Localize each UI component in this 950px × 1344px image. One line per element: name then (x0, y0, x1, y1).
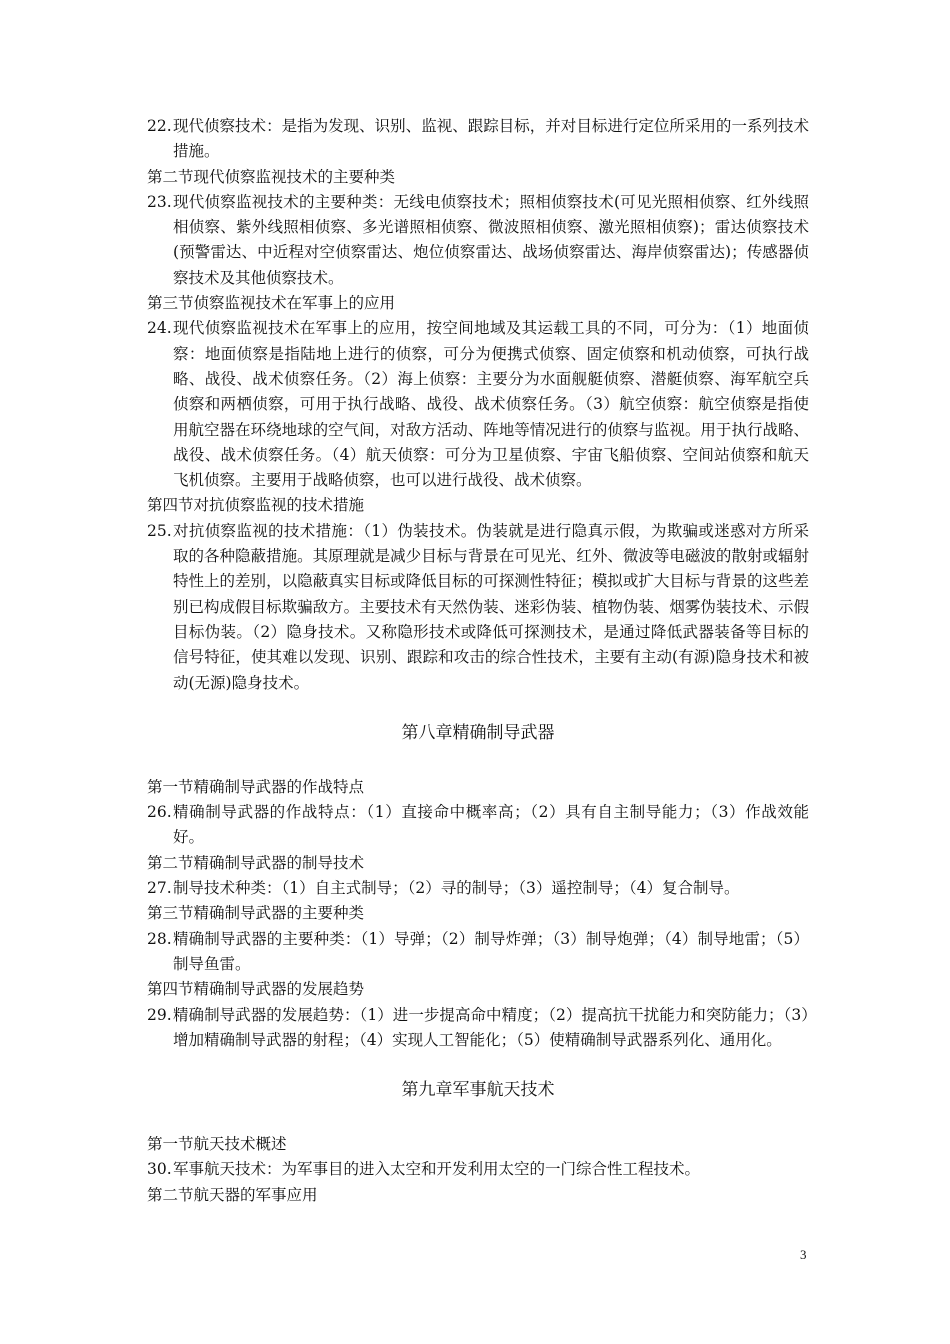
item-text: 精确制导武器的发展趋势：（1）进一步提高命中精度；（2）提高抗干扰能力和突防能力；（3）增加精确制导武器的射程；（4）实现人工智能化；（5）使精确制导武器系列化、通用化。 (173, 1005, 809, 1049)
item-number: 22. (147, 117, 172, 135)
document-content (147, 114, 809, 1208)
chapter-heading: 第八章精确制导武器 (401, 722, 555, 743)
item-text: 对抗侦察监视的技术措施：（1）伪装技术。伪装就是进行隐真示假，为欺骗或迷惑对方所采取的各种隐蔽措施。其原理就是减少目标与背景在可见光、红外、微波等电磁波的散射或辐射特性上的差别，以隐蔽真实目标或降低目标的可探测性特征；模拟或扩大目标与背景的这些差别已构成假目标欺骗敌方。主要技术有天然伪装、迷彩伪装、植物伪装、烟雾伪装技术、示假目标伪装。（2）隐身技术。又称隐形技术或降低可探测技术，是通过降低武器装备等目标的信号特征，使其难以发现、识别、跟踪和攻击的综合性技术，主要有主动(有源)隐身技术和被动(无源)隐身技术。 (173, 521, 809, 692)
numbered-item (147, 190, 809, 291)
numbered-item (147, 1157, 809, 1182)
section-heading: 第二节航天器的军事应用 (147, 1185, 318, 1204)
numbered-item (147, 1003, 809, 1054)
section-heading: 第二节现代侦察监视技术的主要种类 (147, 167, 396, 186)
section-heading: 第一节精确制导武器的作战特点 (147, 777, 365, 796)
item-number: 23. (147, 192, 172, 211)
section-heading: 第三节精确制导武器的主要种类 (147, 904, 365, 923)
numbered-item (147, 114, 809, 165)
item-number: 29. (147, 1005, 172, 1024)
item-text: 现代侦察监视技术在军事上的应用，按空间地域及其运载工具的不同，可分为：（1）地面侦察：地面侦察是指陆地上进行的侦察，可分为便携式侦察、固定侦察和机动侦察，可执行战略、战役、战术侦察任务。（2）海上侦察：主要分为水面舰艇侦察、潜艇侦察、海军航空兵侦察和两栖侦察，可用于执行战略、战役、战术侦察任务。（3）航空侦察：航空侦察是指使用航空器在环绕地球的空气间，对敌方活动、阵地等情况进行的侦察与监视。用于执行战略、战役、战术侦察任务。（4）航天侦察：可分为卫星侦察、宇宙飞船侦察、空间站侦察和航天飞机侦察。主要用于战略侦察，也可以进行战役、战术侦察。 (173, 319, 809, 490)
item-number: 27. (147, 879, 172, 898)
section-heading: 第三节侦察监视技术在军事上的应用 (147, 294, 396, 313)
numbered-item (147, 519, 809, 696)
numbered-item (147, 316, 809, 493)
item-text: 现代侦察技术：是指为发现、识别、监视、跟踪目标，并对目标进行定位所采用的一系列技术措施。 (173, 117, 809, 161)
item-number: 28. (147, 929, 172, 948)
section-heading: 第四节精确制导武器的发展趋势 (147, 980, 365, 999)
page-number: 3 (800, 1247, 807, 1262)
item-text: 军事航天技术：为军事目的进入太空和开发利用太空的一门综合性工程技术。 (173, 1160, 701, 1179)
section-heading: 第一节航天技术概述 (147, 1135, 287, 1154)
item-text: 精确制导武器的主要种类：（1）导弹；（2）制导炸弹；（3）制导炮弹；（4）制导地雷；（5）制导鱼雷。 (173, 929, 809, 973)
item-number: 30. (147, 1160, 172, 1179)
section-heading: 第二节精确制导武器的制导技术 (147, 853, 365, 872)
section-heading: 第四节对抗侦察监视的技术措施 (147, 496, 365, 515)
item-text: 制导技术种类：（1）自主式制导；（2）寻的制导；（3）遥控制导；（4）复合制导。 (173, 879, 740, 898)
item-number: 25. (147, 521, 172, 540)
item-number: 24. (147, 319, 172, 338)
numbered-item (147, 927, 809, 978)
numbered-item (147, 800, 809, 851)
numbered-item (147, 876, 809, 901)
item-number: 26. (147, 803, 172, 822)
item-text: 精确制导武器的作战特点：（1）直接命中概率高；（2）具有自主制导能力；（3）作战效能好。 (173, 803, 809, 847)
chapter-heading: 第九章军事航天技术 (401, 1080, 555, 1101)
item-text: 现代侦察监视技术的主要种类：无线电侦察技术；照相侦察技术(可见光照相侦察、红外线照相侦察、紫外线照相侦察、多光谱照相侦察、微波照相侦察、激光照相侦察)；雷达侦察技术(预警雷达、中近程对空侦察雷达、炮位侦察雷达、战场侦察雷达、海岸侦察雷达)；传感器侦察技术及其他侦察技术。 (173, 192, 809, 287)
